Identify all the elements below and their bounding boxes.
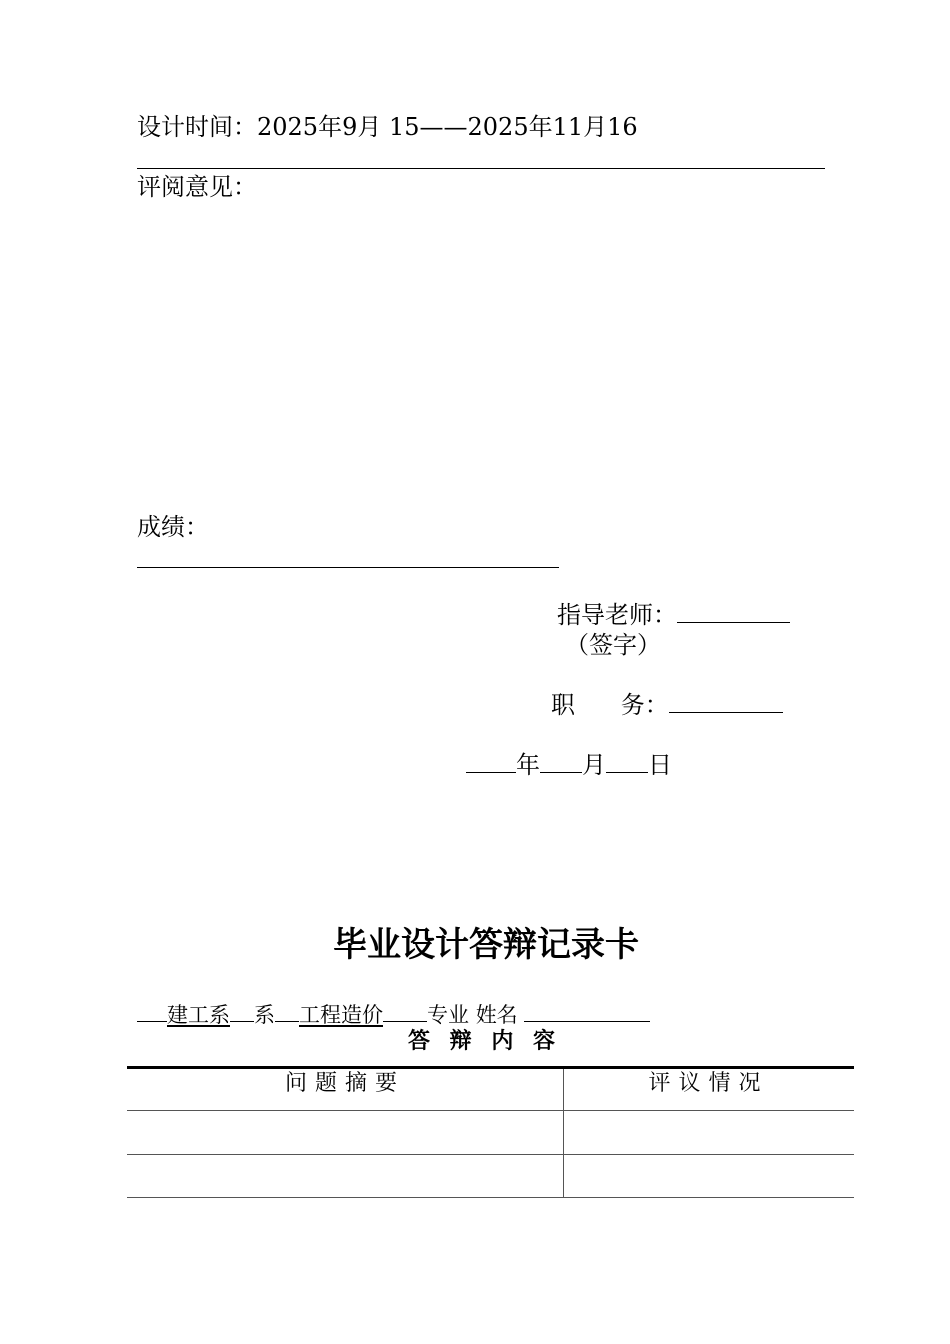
- position-label: 职 务：: [551, 691, 669, 719]
- grade-line[interactable]: [137, 567, 559, 568]
- divider-line: [137, 168, 825, 169]
- table-cell-summary-1[interactable]: [127, 1111, 563, 1153]
- day-label: 日: [648, 751, 672, 779]
- table-cell-summary-2[interactable]: [127, 1155, 563, 1197]
- student-info-line: [137, 1001, 650, 1028]
- month-label: 月: [582, 751, 606, 779]
- table-header-summary: 问题摘要: [284, 1071, 405, 1096]
- design-time-value: 2025年9月 15——2025年11月16: [257, 113, 638, 141]
- name-blank[interactable]: [524, 1001, 650, 1022]
- table-bottom-border: [127, 1197, 854, 1198]
- content-heading: 答 辩 内 容: [408, 1028, 561, 1054]
- dept-suffix: 系: [254, 1003, 275, 1027]
- dept-trailing-blank: [230, 1001, 254, 1022]
- design-time-label: 设计时间：: [137, 113, 257, 141]
- day-blank[interactable]: [606, 750, 648, 773]
- advisor-signature-blank[interactable]: [677, 600, 790, 623]
- major-prefix-blank: [275, 1001, 299, 1022]
- major-trailing-blank: [383, 1001, 427, 1022]
- month-blank[interactable]: [540, 750, 582, 773]
- card-title: 毕业设计答辩记录卡: [333, 925, 639, 965]
- year-label: 年: [516, 751, 540, 779]
- date-line: [466, 750, 672, 780]
- name-label: 姓名: [475, 1003, 518, 1027]
- table-header-review: 评议情况: [648, 1071, 769, 1096]
- dept-prefix-blank: [137, 1001, 167, 1022]
- year-blank[interactable]: [466, 750, 516, 773]
- dept-value[interactable]: 建工系: [167, 1003, 230, 1027]
- advisor-label: 指导老师：: [557, 601, 677, 629]
- review-label: 评阅意见：: [137, 173, 257, 201]
- major-value[interactable]: 工程造价: [299, 1003, 383, 1027]
- review-area[interactable]: [137, 205, 825, 495]
- advisor-line: [557, 600, 790, 630]
- position-line: [551, 690, 783, 720]
- major-suffix: 专业: [427, 1003, 469, 1027]
- position-blank[interactable]: [669, 690, 783, 713]
- table-cell-review-2[interactable]: [564, 1155, 854, 1197]
- table-top-border: [127, 1066, 854, 1069]
- sign-note: （签字）: [565, 631, 661, 659]
- table-cell-review-1[interactable]: [564, 1111, 854, 1153]
- grade-label: 成绩：: [137, 513, 209, 541]
- design-time-line: [137, 112, 638, 142]
